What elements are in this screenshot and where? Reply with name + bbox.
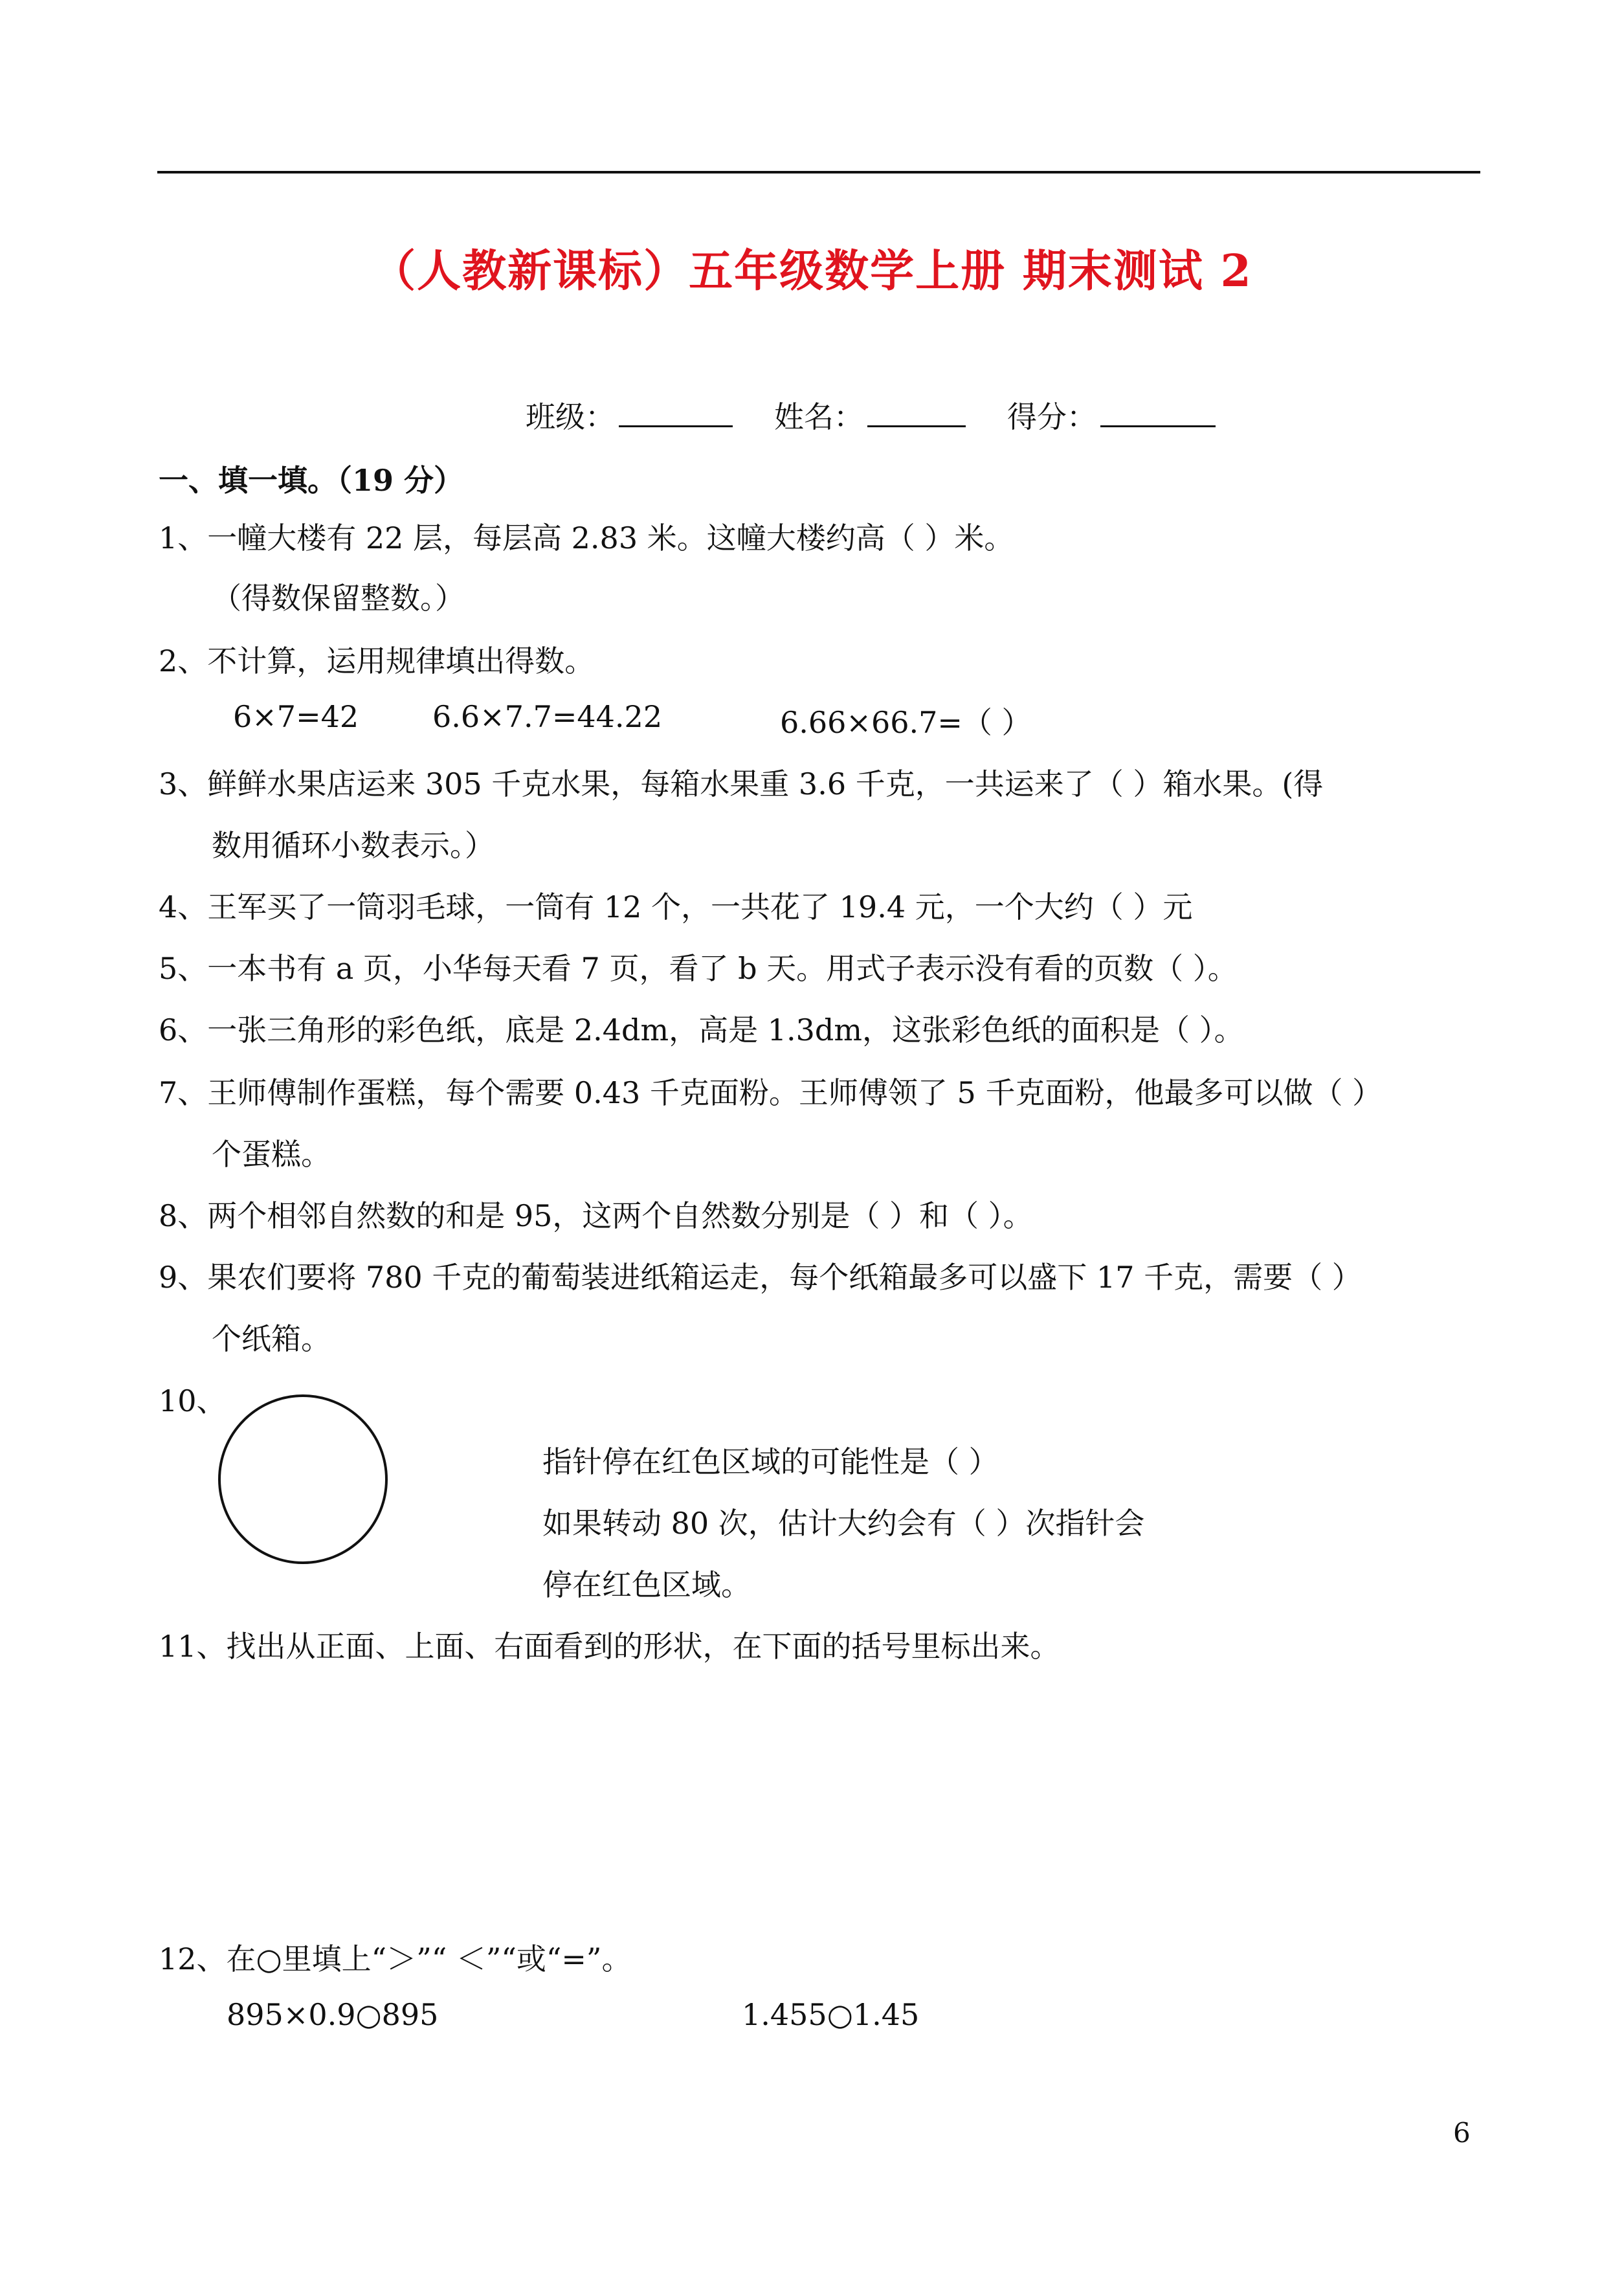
question-7: 7、王师傅制作蛋糕，每个需要 0.43 千克面粉。王师傅领了 5 千克面粉，他最多可以做（ ） bbox=[159, 1075, 1383, 1110]
page-title: （人教新课标）五年级数学上册 期末测试 2 bbox=[372, 245, 1252, 297]
name-blank[interactable] bbox=[867, 425, 966, 427]
question-10-line-2: 如果转动 80 次，估计大约会有（ ）次指针会 bbox=[542, 1506, 1145, 1541]
question-9: 9、果农们要将 780 千克的葡萄装进纸箱运走，每个纸箱最多可以盛下 17 千克，需要（ ） bbox=[159, 1260, 1362, 1295]
name-field[interactable] bbox=[774, 394, 966, 436]
score-blank[interactable] bbox=[1100, 425, 1216, 427]
page-number: 6 bbox=[1453, 2117, 1471, 2149]
section-heading: 一、填一填。（19 分） bbox=[159, 463, 464, 498]
score-label: 得分： bbox=[1007, 399, 1096, 434]
header-rule bbox=[157, 171, 1480, 173]
question-2-expr-3: 6.66×66.7=（ ） bbox=[780, 705, 1032, 740]
question-10-line-3: 停在红色区域。 bbox=[542, 1567, 751, 1602]
question-2-expr-1: 6×7=42 bbox=[233, 699, 359, 734]
question-4: 4、王军买了一筒羽毛球，一筒有 12 个，一共花了 19.4 元，一个大约（ ）元 bbox=[159, 889, 1193, 924]
question-1-note: （得数保留整数。） bbox=[212, 581, 465, 616]
question-11: 11、找出从正面、上面、右面看到的形状，在下面的括号里标出来。 bbox=[159, 1629, 1060, 1664]
question-12-expr-1: 895×0.9○895 bbox=[227, 1997, 439, 2032]
class-label: 班级： bbox=[526, 399, 615, 434]
question-10-number: 10、 bbox=[159, 1383, 227, 1418]
question-7-cont: 个蛋糕。 bbox=[212, 1137, 331, 1172]
question-2-expr-2: 6.6×7.7=44.22 bbox=[432, 699, 663, 734]
question-3: 3、鲜鲜水果店运来 305 千克水果，每箱水果重 3.6 千克，一共运来了（ ）箱水果。(得 bbox=[159, 766, 1324, 801]
spinner-circle bbox=[218, 1394, 388, 1564]
score-field[interactable] bbox=[1007, 394, 1216, 436]
question-12-expr-2: 1.455○1.45 bbox=[742, 1997, 920, 2032]
question-9-cont: 个纸箱。 bbox=[212, 1321, 331, 1356]
question-1: 1、一幢大楼有 22 层，每层高 2.83 米。这幢大楼约高（ ）米。 bbox=[159, 520, 1014, 555]
question-8: 8、两个相邻自然数的和是 95，这两个自然数分别是（ ）和（ ）。 bbox=[159, 1198, 1033, 1233]
question-2: 2、不计算，运用规律填出得数。 bbox=[159, 643, 595, 678]
class-blank[interactable] bbox=[619, 425, 733, 427]
question-5: 5、一本书有 a 页，小华每天看 7 页，看了 b 天。用式子表示没有看的页数（ ）。 bbox=[159, 951, 1238, 986]
question-12: 12、在○里填上“＞”“ ＜”“或“=”。 bbox=[159, 1941, 632, 1976]
class-field[interactable] bbox=[526, 394, 733, 436]
question-3-cont: 数用循环小数表示。） bbox=[212, 828, 495, 863]
question-10-line-1: 指针停在红色区域的可能性是（ ） bbox=[542, 1444, 999, 1479]
name-label: 姓名： bbox=[774, 399, 863, 434]
question-6: 6、一张三角形的彩色纸，底是 2.4dm，高是 1.3dm，这张彩色纸的面积是（ ）。 bbox=[159, 1012, 1244, 1047]
